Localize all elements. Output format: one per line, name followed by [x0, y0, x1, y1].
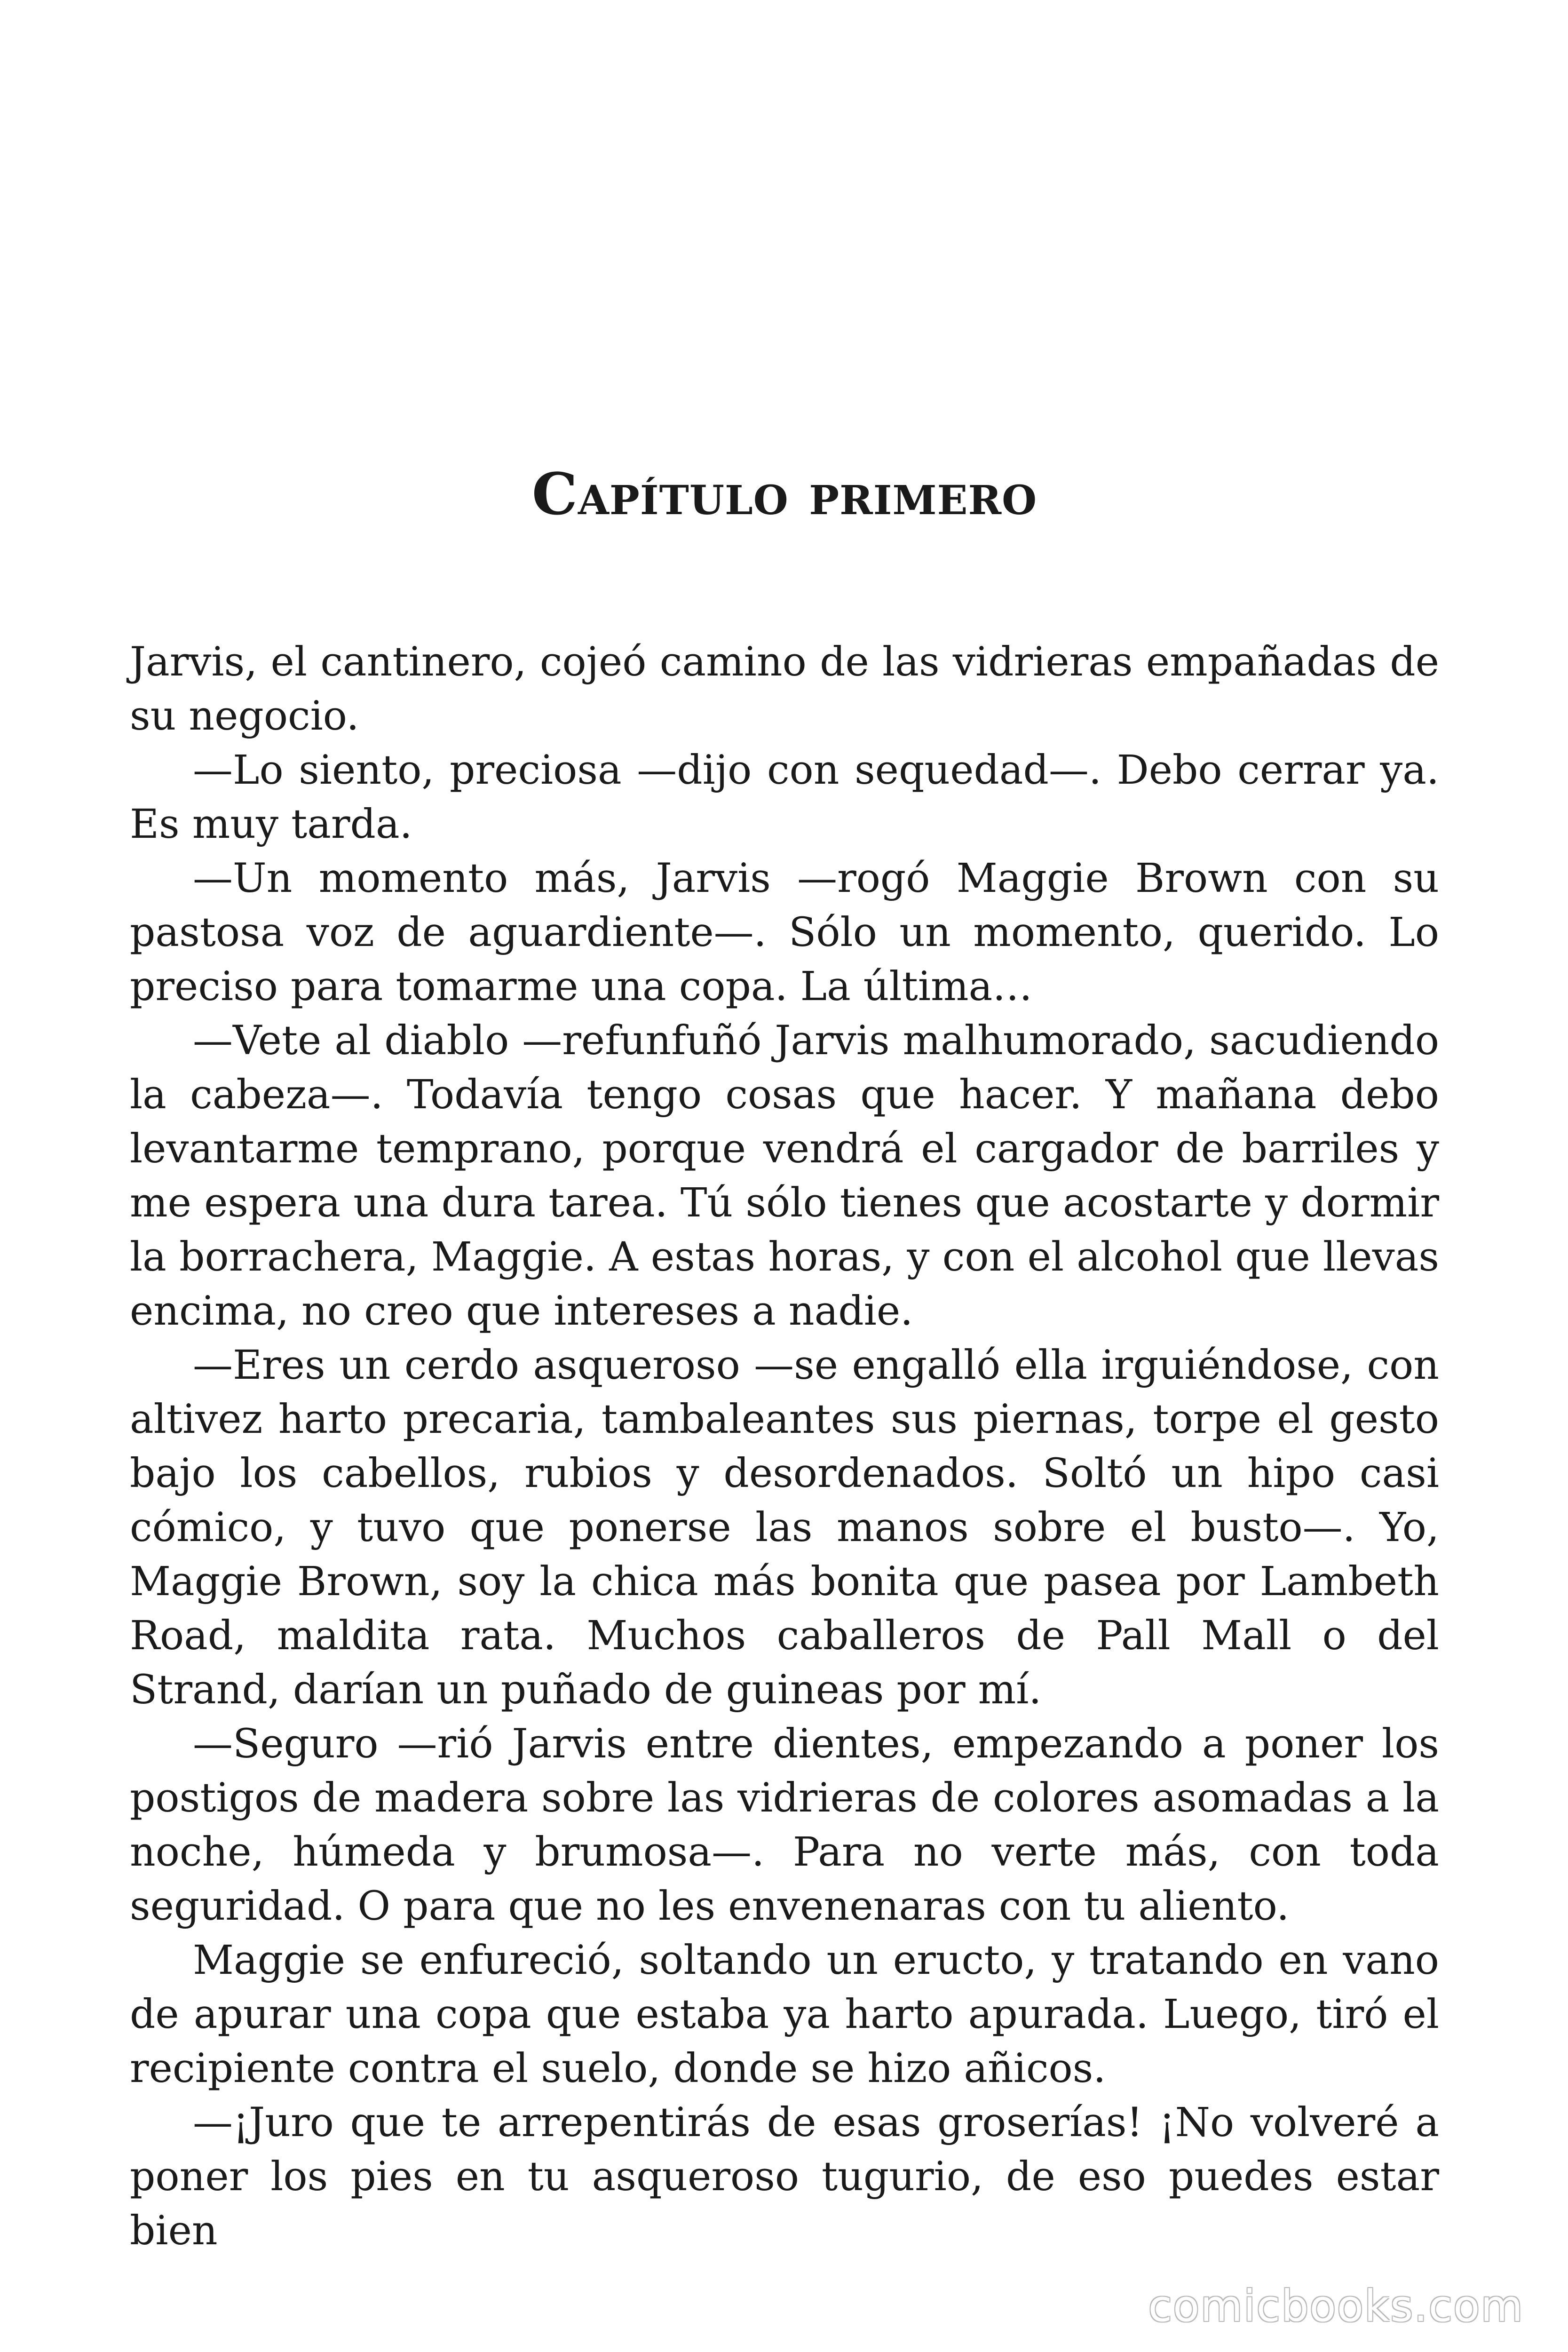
paragraph: —¡Juro que te arrepentirás de esas groserías! ¡No volveré a poner los pies en tu asqueroso tugurio, de eso puedes estar bien [130, 2099, 1439, 2254]
paragraph: —Eres un cerdo asqueroso —se engalló ella irguiéndose, con altivez harto precaria, tambaleantes sus piernas, torpe el gesto bajo los cabellos, rubios y desordenados. Soltó un hipo casi cómico, y tuvo que ponerse las manos sobre el busto—. Yo, Maggie Brown, soy la chica más bonita que pasea por Lambeth Road, maldita rata. Muchos caballeros de Pall Mall o del Strand, darían un puñado de guineas por mí. [130, 1342, 1439, 1713]
chapter-body [130, 635, 1439, 2258]
paragraph: Jarvis, el cantinero, cojeó camino de las vidrieras empañadas de su negocio. [130, 639, 1439, 739]
paragraph: —Vete al diablo —refunfuñó Jarvis malhumorado, sacudiendo la cabeza—. Todavía tengo cosas que hacer. Y mañana debo levantarme temprano, porque vendrá el cargador de barriles y me espera una dura tarea. Tú sólo tienes que acostarte y dormir la borrachera, Maggie. A estas horas, y con el alcohol que llevas encima, no creo que intereses a nadie. [130, 1017, 1439, 1335]
site-watermark: comicbooks.com [1148, 2281, 1524, 2331]
book-page [130, 0, 1439, 2352]
chapter-title: Capítulo primero [531, 460, 1037, 528]
paragraph: —Lo siento, preciosa —dijo con sequedad—. Debo cerrar ya. Es muy tarda. [130, 747, 1439, 848]
paragraph: —Seguro —rió Jarvis entre dientes, empezando a poner los postigos de madera sobre las vidrieras de colores asomadas a la noche, húmeda y brumosa—. Para no verte más, con toda seguridad. O para que no les envenenaras con tu aliento. [130, 1721, 1439, 1930]
paragraph: Maggie se enfureció, soltando un eructo, y tratando en vano de apurar una copa que estaba ya harto apurada. Luego, tiró el recipiente contra el suelo, donde se hizo añicos. [130, 1937, 1439, 2092]
paragraph: —Un momento más, Jarvis —rogó Maggie Brown con su pastosa voz de aguardiente—. Sólo un momento, querido. Lo preciso para tomarme una copa. La última… [130, 855, 1439, 1010]
